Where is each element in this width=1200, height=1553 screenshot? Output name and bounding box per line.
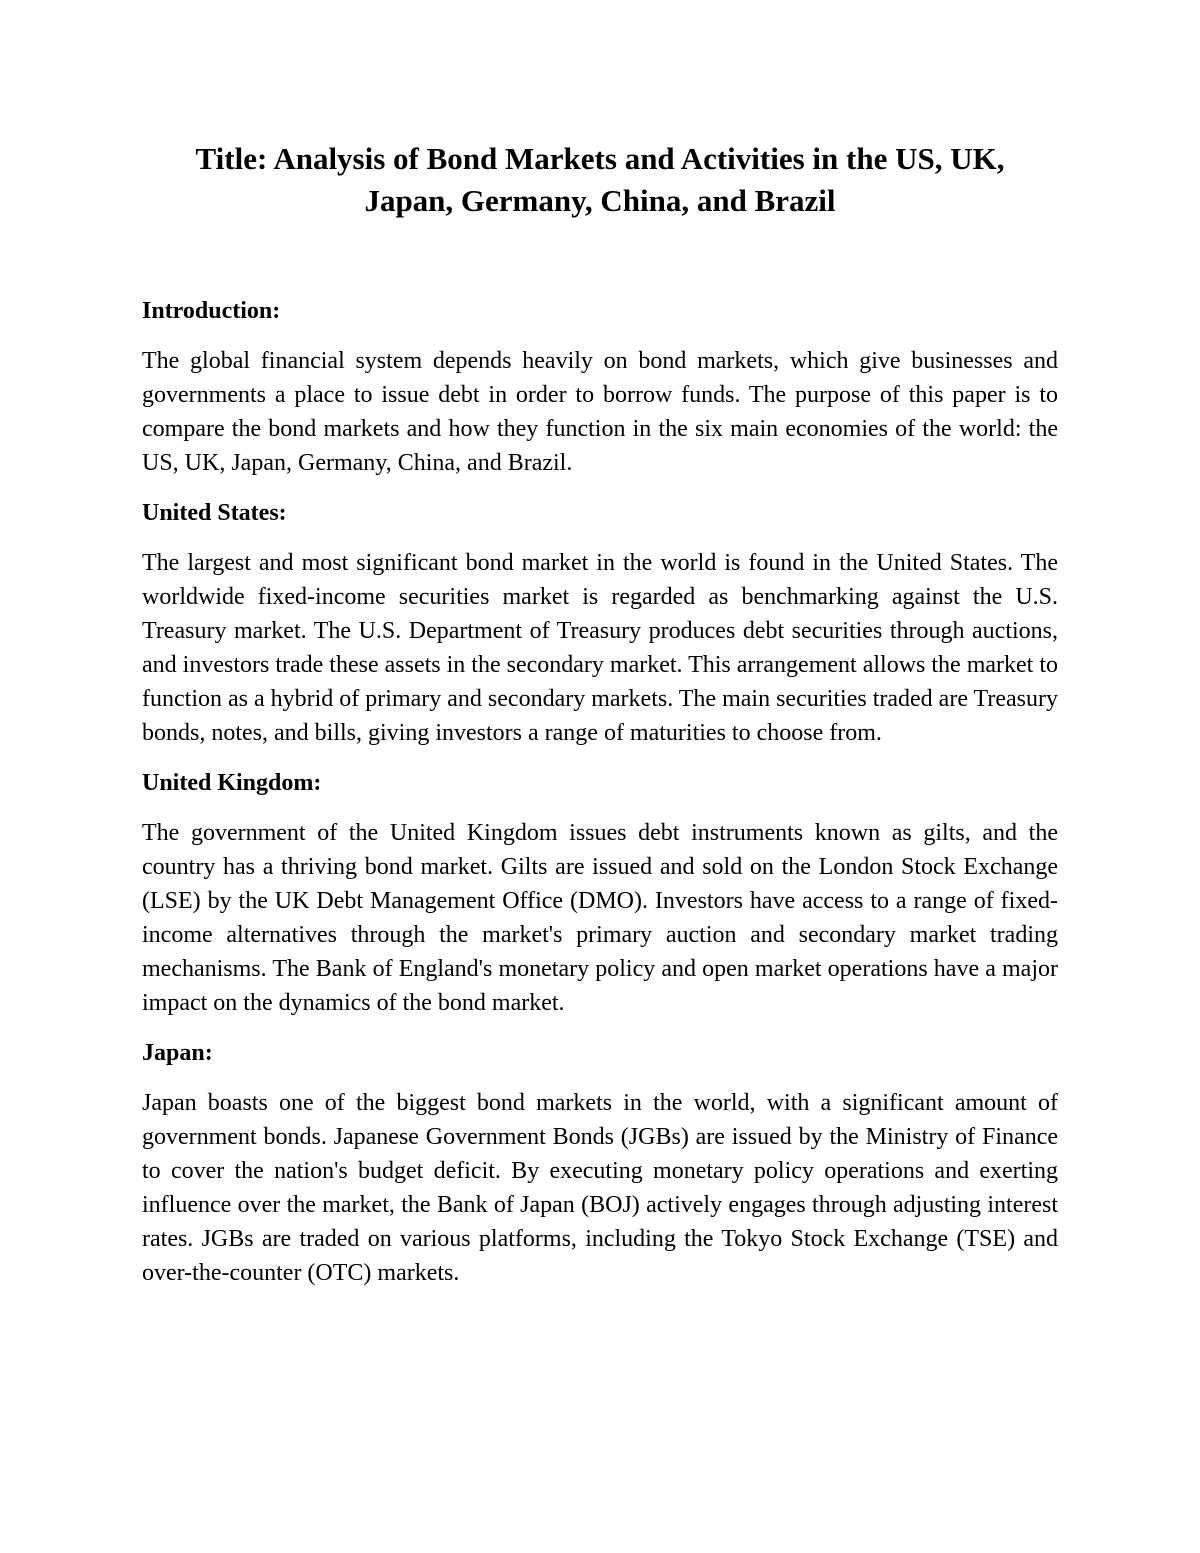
document-content [142, 138, 1058, 1306]
section-body-united-states: The largest and most significant bond market in the world is found in the United States. The worldwide fixed-income securities market is regarded as benchmarking against the U.S. Treasury market. The U.S. Department of Treasury produces debt securities through auctions, and investors trade these assets in the secondary market. This arrangement allows the market to function as a hybrid of primary and secondary markets. The main securities traded are Treasury bonds, notes, and bills, giving investors a range of maturities to choose from. [142, 550, 1058, 746]
section-body-introduction: The global financial system depends heavily on bond markets, which give businesses and governments a place to issue debt in order to borrow funds. The purpose of this paper is to compare the bond markets and how they function in the six main economies of the world: the US, UK, Japan, Germany, China, and Brazil. [142, 348, 1058, 476]
section-body-united-kingdom: The government of the United Kingdom issues debt instruments known as gilts, and the country has a thriving bond market. Gilts are issued and sold on the London Stock Exchange (LSE) by the UK Debt Management Office (DMO). Investors have access to a range of fixed-income alternatives through the market's primary auction and secondary market trading mechanisms. The Bank of England's monetary policy and open market operations have a major impact on the dynamics of the bond market. [142, 820, 1058, 1016]
section-heading-japan: Japan: [142, 1040, 213, 1066]
document-title-line-2: Japan, Germany, China, and Brazil [364, 183, 836, 218]
document-title [142, 138, 1058, 222]
section-united-kingdom [142, 766, 1058, 1020]
document-title-line-1: Title: Analysis of Bond Markets and Activities in the US, UK, [195, 141, 1005, 176]
section-introduction [142, 294, 1058, 480]
section-japan [142, 1036, 1058, 1290]
section-united-states [142, 496, 1058, 750]
section-heading-introduction: Introduction: [142, 298, 281, 324]
section-body-japan: Japan boasts one of the biggest bond markets in the world, with a significant amount of government bonds. Japanese Government Bonds (JGBs) are issued by the Ministry of Finance to cover the nation's budget deficit. By executing monetary policy operations and exerting influence over the market, the Bank of Japan (BOJ) actively engages through adjusting interest rates. JGBs are traded on various platforms, including the Tokyo Stock Exchange (TSE) and over-the-counter (OTC) markets. [142, 1090, 1058, 1286]
section-heading-united-kingdom: United Kingdom: [142, 770, 322, 796]
section-heading-united-states: United States: [142, 500, 287, 526]
